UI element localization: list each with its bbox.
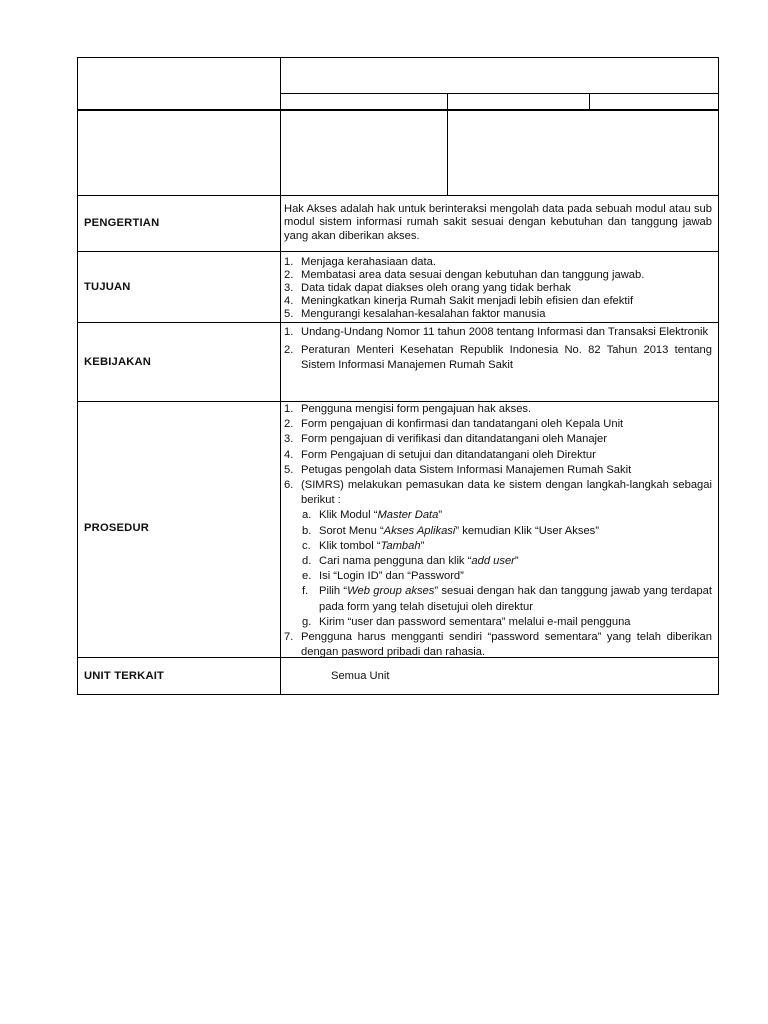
list-item: 2. Form pengajuan di konfirmasi dan tandatangani oleh Kepala Unit: [284, 418, 624, 431]
list-item: 1. Menjaga kerahasiaan data.: [284, 256, 436, 268]
list-item: 5. Mengurangi kesalahan-kesalahan faktor manusia: [284, 307, 546, 320]
pengertian-text: Hak Akses adalah hak untuk berinteraksi mengolah data pada sebuah modul atau sub modul sistem informasi rumah sakit sesuai dengan kebutuhan dan tanggung jawab yang akan diberikan akses.: [284, 203, 712, 242]
step-item: c. Klik tombol “Tambah”: [302, 539, 425, 552]
unit-terkait-label: UNIT TERKAIT: [84, 670, 165, 682]
list-item: 5. Petugas pengolah data Sistem Informasi Manajemen Rumah Sakit: [284, 463, 632, 476]
step-item: a. Klik Modul “Master Data”: [302, 509, 443, 522]
step-item: e. Isi “Login ID” dan “Password”: [302, 570, 464, 583]
step-item: b. Sorot Menu “Akses Aplikasi” kemudian Klik “User Akses”: [302, 524, 600, 537]
step-item: d. Cari nama pengguna dan klik “add user”: [302, 555, 519, 568]
step-item: f. Pilih “Web group akses” sesuai dengan hak dan tanggung jawab yang terdapat pada form yang telah disetujui oleh direktur: [302, 585, 712, 613]
tujuan-label: TUJUAN: [84, 281, 131, 293]
list-item: 6. (SIMRS) melakukan pemasukan data ke sistem dengan langkah-langkah sebagai berikut :: [284, 479, 712, 507]
step-item: g. Kirim “user dan password sementara” melalui e-mail pengguna: [302, 615, 631, 628]
pengertian-label: PENGERTIAN: [84, 217, 160, 229]
list-item: 7. Pengguna harus mengganti sendiri “password sementara” yang telah diberikan dengan pasword pribadi dan rahasia.: [284, 631, 712, 659]
kebijakan-list: [284, 325, 712, 374]
kebijakan-label: KEBIJAKAN: [84, 356, 152, 368]
list-item: 2. Membatasi area data sesuai dengan kebutuhan dan tanggung jawab.: [284, 268, 645, 281]
prosedur-list: [284, 402, 712, 660]
unit-terkait-value: Semua Unit: [331, 670, 390, 682]
list-item: 4. Meningkatkan kinerja Rumah Sakit menjadi lebih efisien dan efektif: [284, 294, 634, 307]
list-item: 4. Form Pengajuan di setujui dan ditandatangani oleh Direktur: [284, 448, 596, 461]
tujuan-list: [284, 256, 712, 321]
list-item: 1. Undang-Undang Nomor 11 tahun 2008 tentang Informasi dan Transaksi Elektronik: [284, 326, 709, 338]
list-item: 3. Data tidak dapat diakses oleh orang yang tidak berhak: [284, 281, 571, 294]
prosedur-label: PROSEDUR: [84, 522, 150, 534]
list-item: 1. Pengguna mengisi form pengajuan hak akses.: [284, 403, 532, 415]
list-item: 2. Peraturan Menteri Kesehatan Republik Indonesia No. 82 Tahun 2013 tentang Sistem Informasi Manajemen Rumah Sakit: [284, 343, 712, 371]
list-item: 3. Form pengajuan di verifikasi dan ditandatangani oleh Manajer: [284, 433, 607, 446]
